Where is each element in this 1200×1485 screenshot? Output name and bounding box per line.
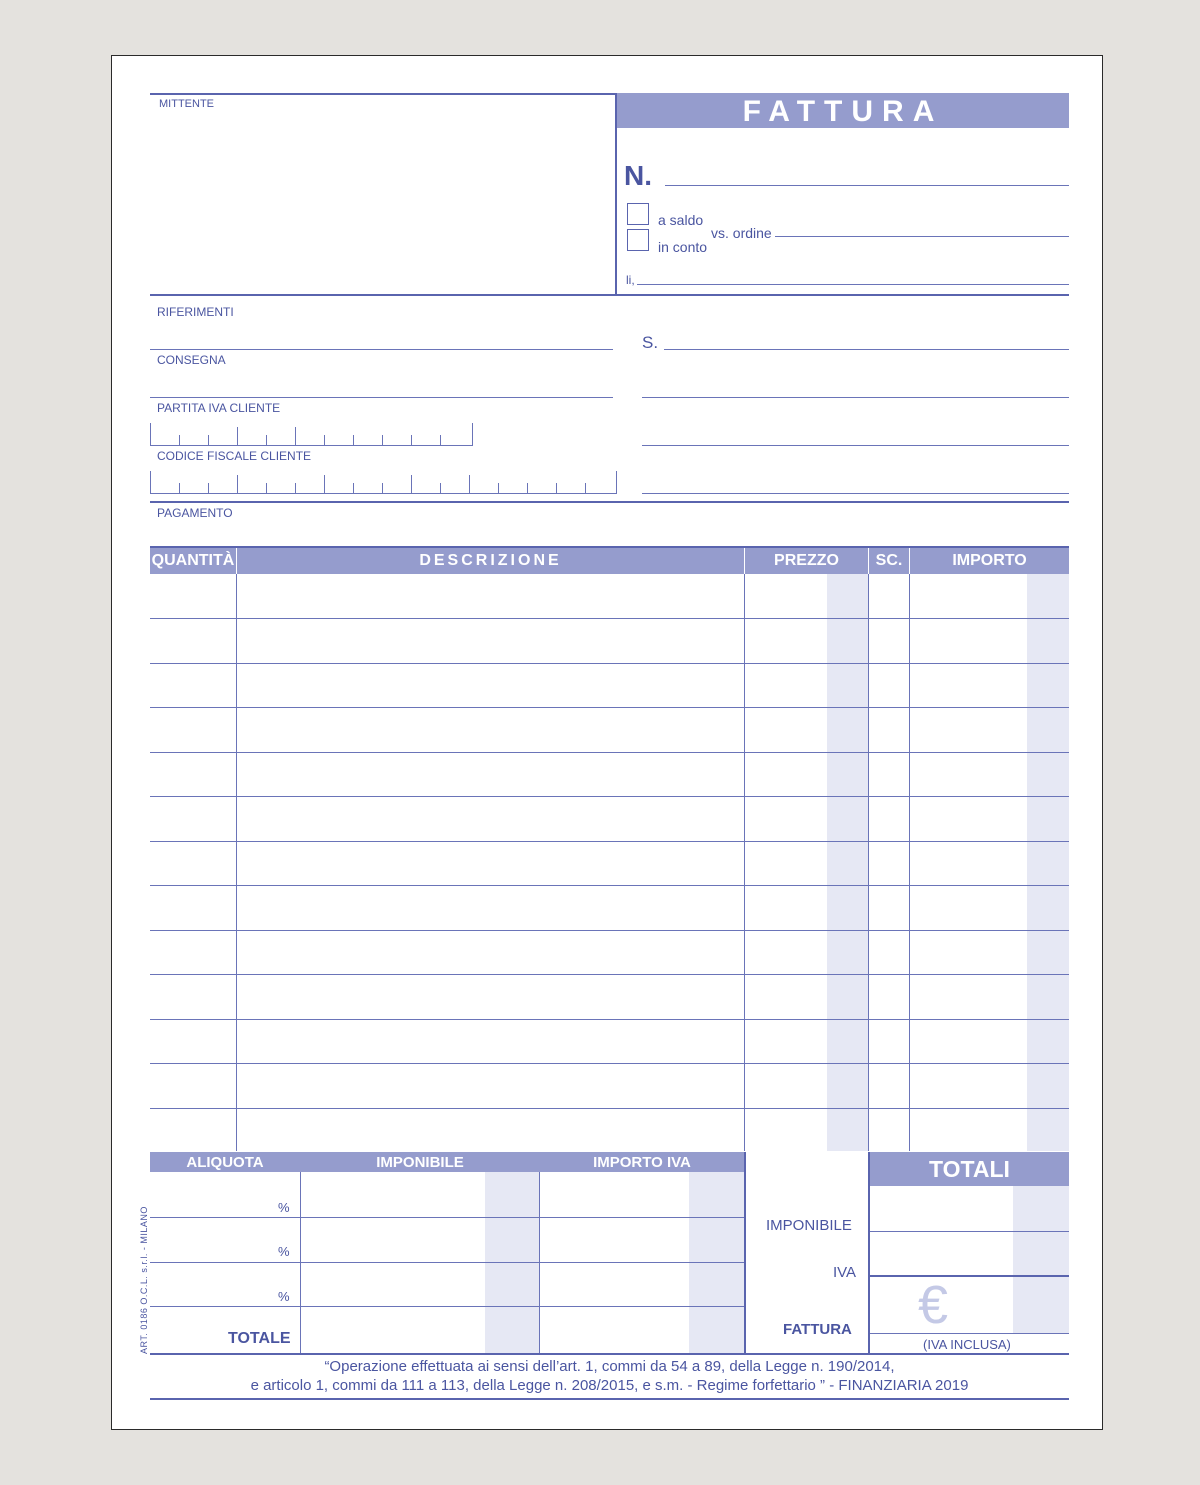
codice-fiscale-tick bbox=[295, 483, 296, 493]
col-divider-descrizione bbox=[744, 574, 745, 1151]
invoice-form bbox=[111, 55, 1103, 1430]
aliquota-percent-3: % bbox=[278, 1289, 290, 1304]
aliquota-percent-2: % bbox=[278, 1244, 290, 1259]
codice-fiscale-tick bbox=[208, 483, 209, 493]
codice-fiscale-tick bbox=[237, 475, 238, 493]
table-row[interactable] bbox=[150, 1019, 1069, 1020]
vat-row[interactable] bbox=[150, 1262, 744, 1263]
partita-iva-tick bbox=[382, 435, 383, 445]
euro-icon: € bbox=[918, 1275, 949, 1335]
header-separator bbox=[868, 548, 869, 574]
codice-fiscale-tick bbox=[556, 483, 557, 493]
table-row[interactable] bbox=[150, 752, 1069, 753]
table-row[interactable] bbox=[150, 885, 1069, 886]
imponibile-header: IMPONIBILE bbox=[376, 1154, 464, 1171]
in-conto-checkbox[interactable] bbox=[627, 229, 649, 251]
partita-iva-field[interactable] bbox=[150, 423, 473, 446]
address-line-4[interactable] bbox=[642, 493, 1069, 494]
vat-row[interactable] bbox=[150, 1306, 744, 1307]
codice-fiscale-tick bbox=[324, 475, 325, 493]
vat-totale-label: TOTALE bbox=[228, 1330, 291, 1347]
col-sconto-header: SC. bbox=[875, 552, 903, 569]
header-separator bbox=[909, 548, 910, 574]
partita-iva-tick bbox=[208, 435, 209, 445]
vat-row[interactable] bbox=[150, 1217, 744, 1218]
codice-fiscale-label: CODICE FISCALE CLIENTE bbox=[157, 449, 312, 463]
pagamento-label: PAGAMENTO bbox=[157, 506, 233, 520]
codice-fiscale-tick bbox=[585, 483, 586, 493]
table-row[interactable] bbox=[150, 796, 1069, 797]
partita-iva-tick bbox=[179, 435, 180, 445]
invoice-number-label: N. bbox=[624, 160, 652, 191]
prezzo-cents-column bbox=[827, 574, 868, 1151]
side-print: ART. 0186 O.C.L. s.r.l. - MILANO bbox=[139, 1206, 149, 1354]
table-row[interactable] bbox=[150, 1063, 1069, 1064]
partita-iva-tick bbox=[266, 435, 267, 445]
table-row[interactable] bbox=[150, 930, 1069, 931]
address-line-1[interactable] bbox=[664, 349, 1069, 350]
table-row[interactable] bbox=[150, 841, 1069, 842]
totali-title: TOTALI bbox=[929, 1156, 1010, 1182]
invoice-title: FATTURA bbox=[742, 95, 944, 128]
partita-iva-tick bbox=[237, 427, 238, 445]
header-separator bbox=[236, 548, 237, 574]
partita-iva-tick bbox=[440, 435, 441, 445]
riferimenti-label: RIFERIMENTI bbox=[157, 305, 234, 319]
in-conto-label: in conto bbox=[658, 239, 708, 255]
codice-fiscale-field[interactable] bbox=[150, 471, 617, 494]
totali-iva-field[interactable] bbox=[870, 1275, 1069, 1277]
totals-fattura-label: FATTURA bbox=[783, 1321, 852, 1338]
codice-fiscale-tick bbox=[266, 483, 267, 493]
table-row[interactable] bbox=[150, 1108, 1069, 1109]
totals-bottom-border bbox=[150, 1353, 1069, 1355]
partita-iva-tick bbox=[324, 435, 325, 445]
codice-fiscale-tick bbox=[527, 483, 528, 493]
top-section-bottom-border bbox=[150, 294, 1069, 296]
pagamento-top-border bbox=[150, 501, 1069, 503]
spett-label: S. bbox=[642, 333, 659, 352]
partita-iva-tick bbox=[353, 435, 354, 445]
sender-label: MITTENTE bbox=[159, 98, 214, 110]
totali-fattura-field[interactable] bbox=[870, 1333, 1069, 1334]
aliquota-header: ALIQUOTA bbox=[186, 1154, 264, 1171]
partita-iva-label: PARTITA IVA CLIENTE bbox=[157, 401, 281, 415]
codice-fiscale-tick bbox=[498, 483, 499, 493]
col-descrizione-header: DESCRIZIONE bbox=[419, 552, 562, 569]
col-divider-quantita bbox=[236, 574, 237, 1151]
table-row[interactable] bbox=[150, 707, 1069, 708]
col-divider-sconto bbox=[909, 574, 910, 1151]
footer-bottom-border bbox=[150, 1398, 1069, 1400]
vat-right-border bbox=[744, 1152, 746, 1354]
col-divider-prezzo bbox=[868, 574, 869, 1151]
aliquota-percent-1: % bbox=[278, 1200, 290, 1215]
importo-iva-header: IMPORTO IVA bbox=[593, 1154, 691, 1171]
partita-iva-tick bbox=[411, 435, 412, 445]
consegna-label: CONSEGNA bbox=[157, 353, 226, 367]
table-row[interactable] bbox=[150, 663, 1069, 664]
footer-line-1: “Operazione effettuata ai sensi dell’art. 1, commi da 54 a 89, della Legge n. 190/2014, bbox=[324, 1358, 895, 1375]
sender-top-border bbox=[150, 93, 616, 95]
codice-fiscale-tick bbox=[411, 475, 412, 493]
partita-iva-tick bbox=[295, 427, 296, 445]
codice-fiscale-tick bbox=[353, 483, 354, 493]
totali-imponibile-field[interactable] bbox=[870, 1231, 1069, 1232]
importo-cents-column bbox=[1027, 574, 1069, 1151]
totali-cents-column bbox=[1013, 1186, 1069, 1333]
riferimenti-field[interactable] bbox=[150, 349, 613, 350]
footer-line-2: e articolo 1, commi da 111 a 113, della Legge n. 208/2015, e s.m. - Regime forfettario ” - FINANZIARIA 2019 bbox=[250, 1377, 969, 1394]
col-importo-header: IMPORTO bbox=[952, 552, 1027, 569]
codice-fiscale-tick bbox=[469, 475, 470, 493]
invoice-number-field[interactable] bbox=[665, 185, 1069, 186]
codice-fiscale-tick bbox=[179, 483, 180, 493]
col-prezzo-header: PREZZO bbox=[774, 552, 839, 569]
address-line-2[interactable] bbox=[642, 397, 1069, 398]
vs-ordine-label: vs. ordine bbox=[711, 225, 772, 241]
table-row[interactable] bbox=[150, 974, 1069, 975]
codice-fiscale-tick bbox=[440, 483, 441, 493]
codice-fiscale-tick bbox=[382, 483, 383, 493]
iva-inclusa-label: (IVA INCLUSA) bbox=[923, 1337, 1011, 1352]
a-saldo-checkbox[interactable] bbox=[627, 203, 649, 225]
vs-ordine-field[interactable] bbox=[775, 236, 1069, 237]
table-row[interactable] bbox=[150, 618, 1069, 619]
header-separator bbox=[744, 548, 745, 574]
totals-iva-label: IVA bbox=[833, 1264, 857, 1281]
li-label: li, bbox=[626, 273, 635, 287]
consegna-field[interactable] bbox=[150, 397, 613, 398]
totals-imponibile-label: IMPONIBILE bbox=[766, 1217, 852, 1234]
a-saldo-label: a saldo bbox=[658, 212, 704, 228]
col-quantita-header: QUANTITÀ bbox=[151, 552, 235, 569]
li-field[interactable] bbox=[637, 284, 1069, 285]
address-line-3[interactable] bbox=[642, 445, 1069, 446]
